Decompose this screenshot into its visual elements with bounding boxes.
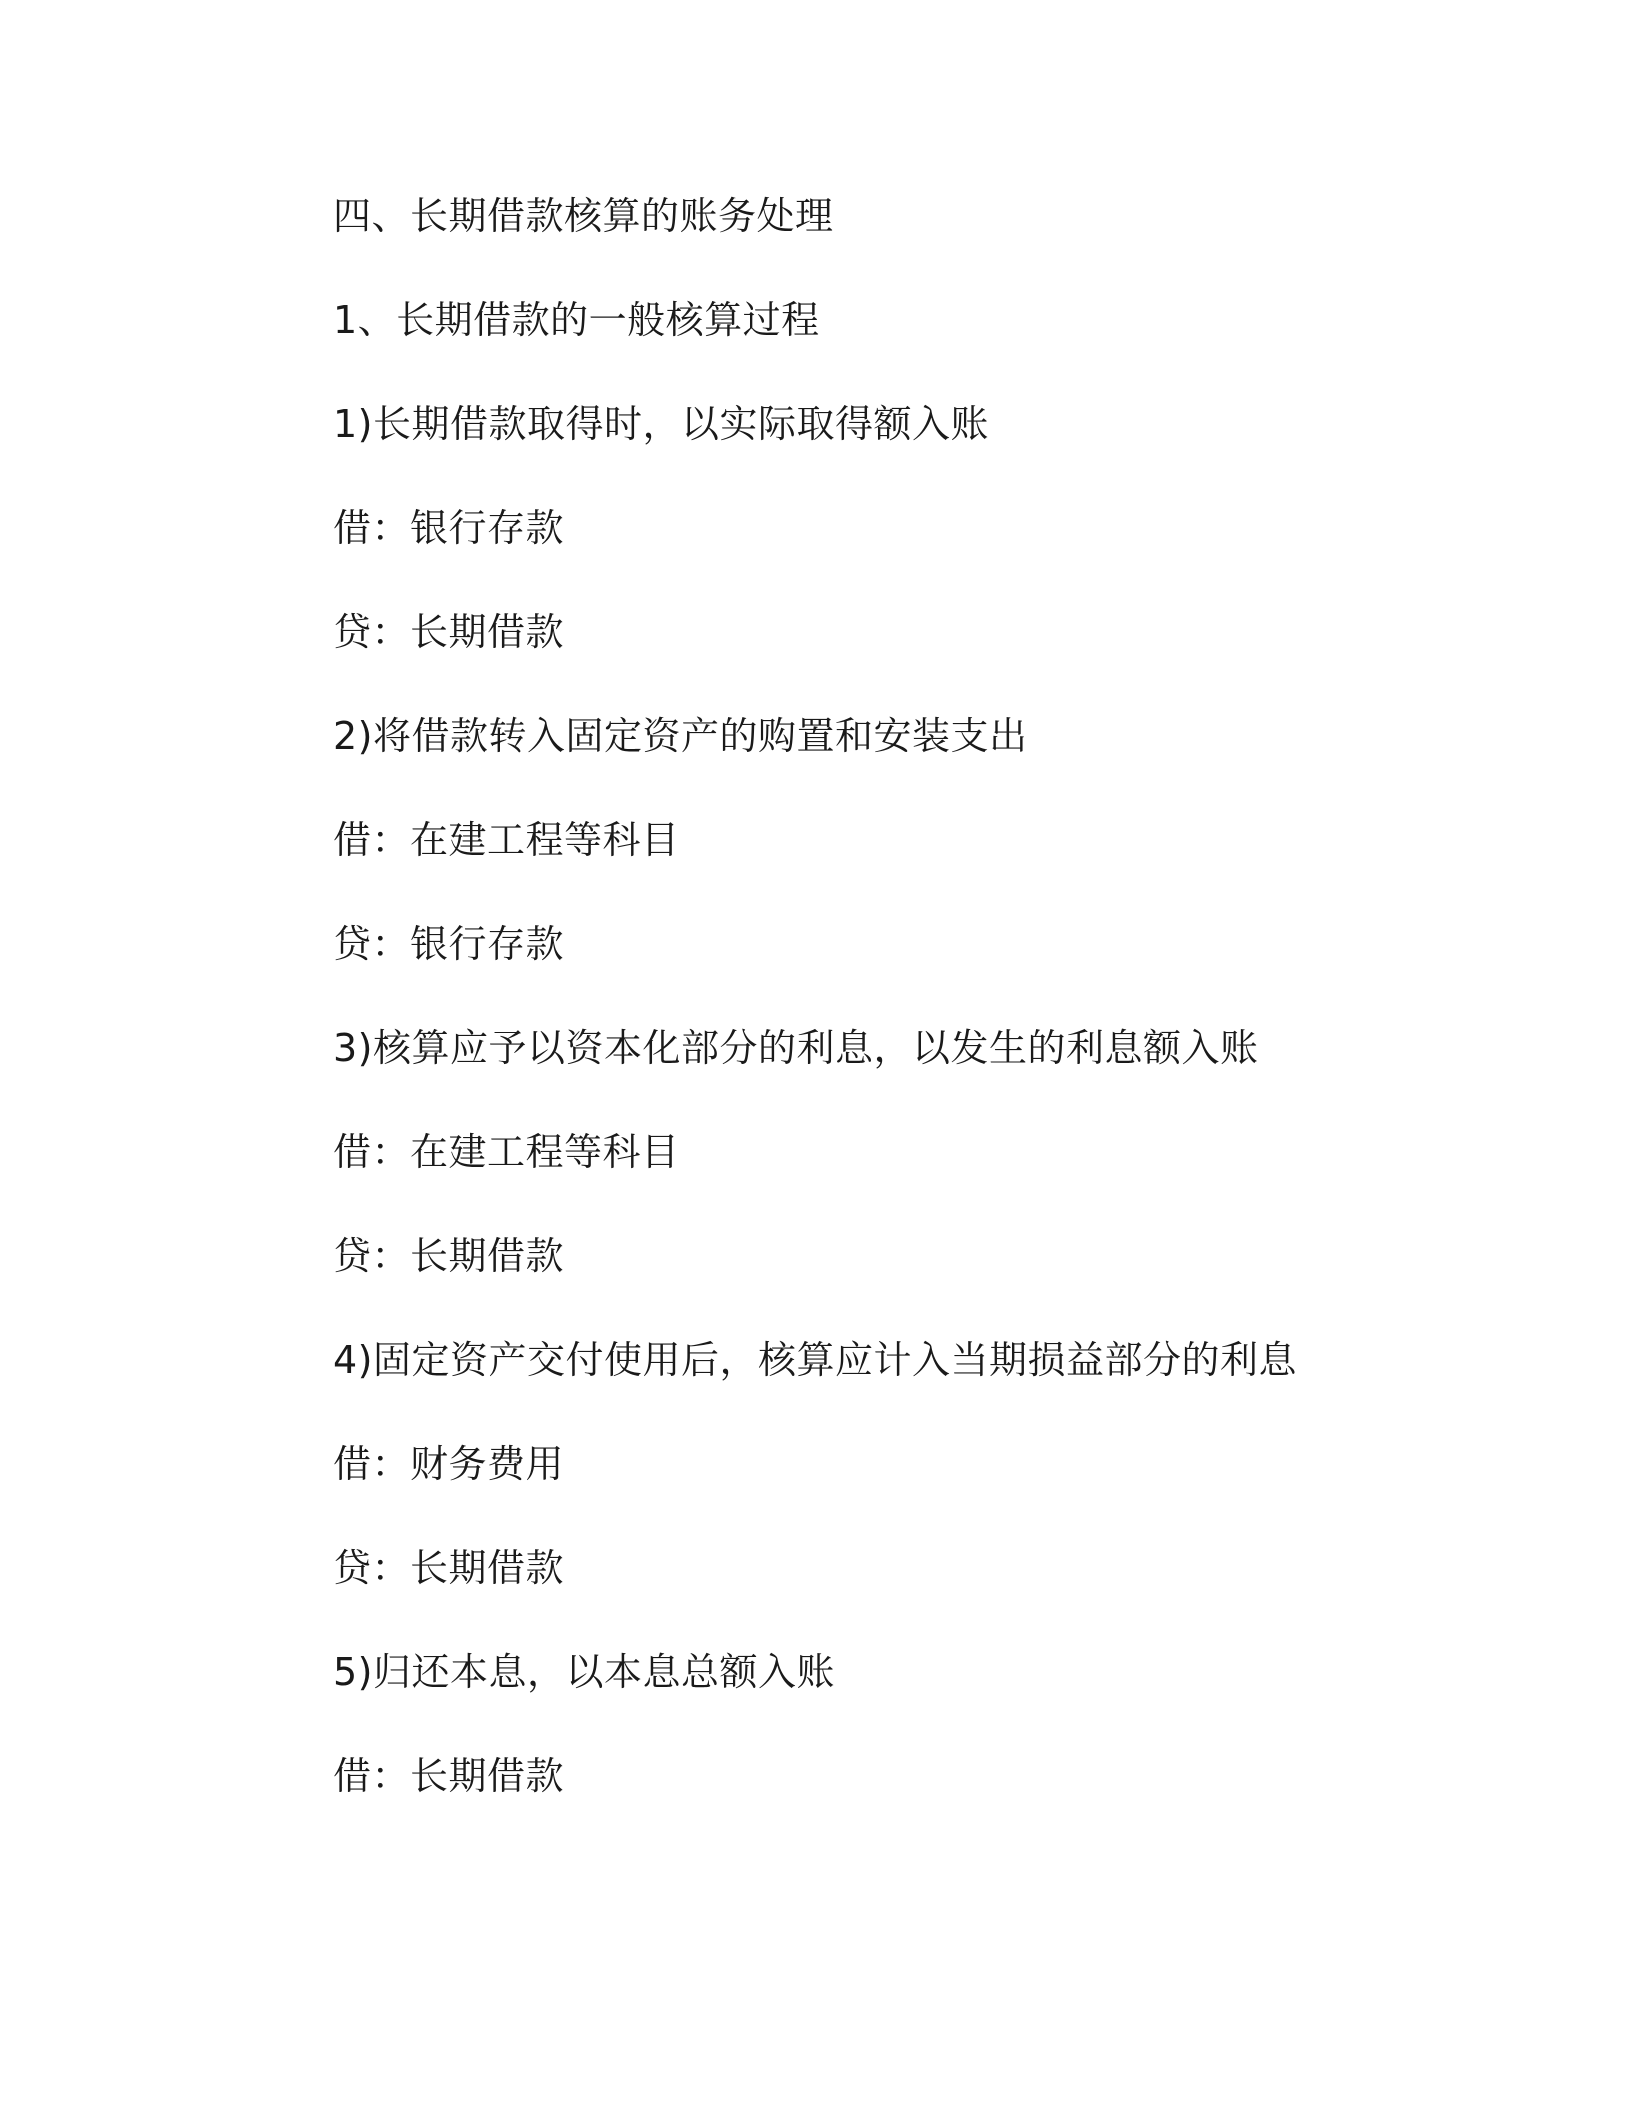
credit-entry: 贷：长期借款	[333, 1546, 565, 1590]
step-4-heading: 4)固定资产交付使用后，核算应计入当期损益部分的利息	[333, 1338, 1298, 1382]
debit-entry: 借：财务费用	[333, 1442, 565, 1486]
debit-entry: 借：在建工程等科目	[333, 818, 680, 862]
debit-entry: 借：银行存款	[333, 506, 565, 550]
debit-entry: 借：在建工程等科目	[333, 1130, 680, 1174]
subsection-heading: 1、长期借款的一般核算过程	[333, 298, 820, 342]
step-5-heading: 5)归还本息，以本息总额入账	[333, 1650, 836, 1694]
debit-entry: 借：长期借款	[333, 1754, 565, 1798]
document-body	[333, 188, 1433, 1852]
step-2-heading: 2)将借款转入固定资产的购置和安装支出	[333, 714, 1028, 758]
step-3-heading: 3)核算应予以资本化部分的利息，以发生的利息额入账	[333, 1026, 1259, 1070]
section-heading: 四、长期借款核算的账务处理	[333, 194, 834, 238]
credit-entry: 贷：银行存款	[333, 922, 565, 966]
credit-entry: 贷：长期借款	[333, 610, 565, 654]
step-1-heading: 1)长期借款取得时，以实际取得额入账	[333, 402, 990, 446]
credit-entry: 贷：长期借款	[333, 1234, 565, 1278]
